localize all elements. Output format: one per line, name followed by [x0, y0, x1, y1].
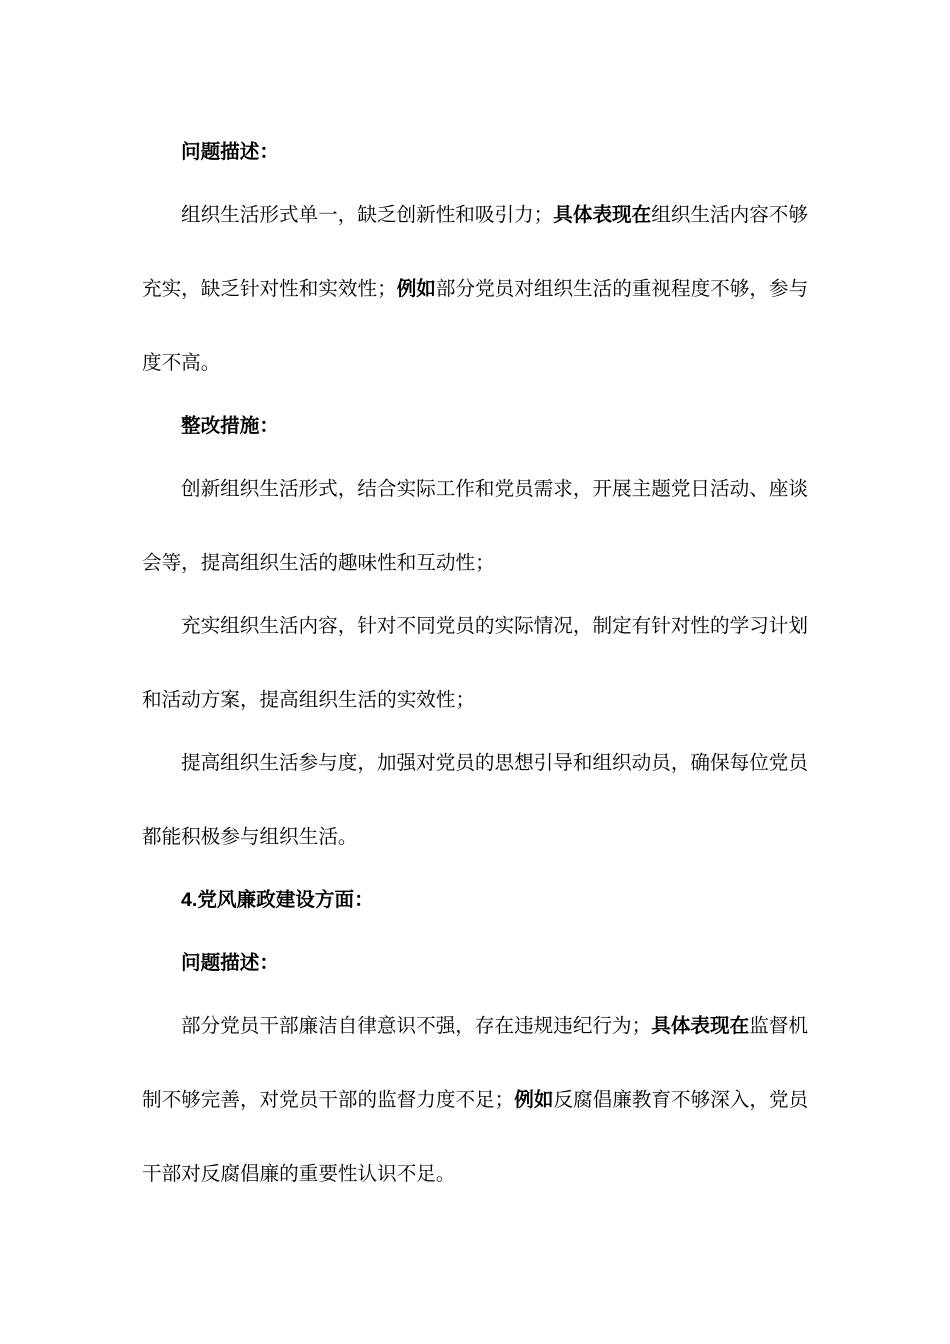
text-run: 充实组织生活内容，针对不同党员的实际情况，制定有针对性的学习计划 — [181, 615, 808, 637]
text-run: 组织生活形式单一，缺乏创新性和吸引力； — [181, 204, 554, 226]
paragraph-line — [142, 589, 914, 663]
paragraph-measure-innovate-forms — [142, 452, 914, 600]
paragraph-line — [142, 1137, 914, 1211]
text-run: 创新组织生活形式，结合实际工作和党员需求，开展主题党日活动、座谈 — [181, 478, 808, 500]
text-run: 部分党员对组织生活的重视程度不够，参与 — [435, 278, 809, 300]
heading-text: 问题描述： — [181, 141, 279, 163]
text-run: 反腐倡廉教育不够深入，党员 — [553, 1089, 809, 1111]
text-run: 度不高。 — [142, 352, 221, 374]
paragraph-line — [142, 1063, 914, 1137]
paragraph-line — [142, 452, 914, 526]
text-run: 监督机 — [749, 1015, 808, 1037]
bold-keyword: 具体表现在 — [651, 1015, 750, 1037]
heading-text: 问题描述： — [181, 952, 279, 974]
paragraph-line — [142, 726, 914, 800]
heading-text: 整改措施： — [181, 415, 279, 437]
text-run: 会等，提高组织生活的趣味性和互动性； — [142, 552, 495, 574]
text-run: 干部对反腐倡廉的重要性认识不足。 — [142, 1163, 456, 1185]
text-run: 充实，缺乏针对性和实效性； — [142, 278, 397, 300]
heading-text: 4.党风廉政建设方面： — [181, 889, 374, 911]
bold-keyword: 例如 — [514, 1089, 554, 1111]
paragraph-line — [142, 989, 914, 1063]
text-run: 制不够完善，对党员干部的监督力度不足； — [142, 1089, 515, 1111]
text-run: 和活动方案，提高组织生活的实效性； — [142, 689, 476, 711]
text-run: 提高组织生活参与度，加强对党员的思想引导和组织动员，确保每位党员 — [181, 752, 808, 774]
paragraph-problem-organization-life — [142, 178, 914, 400]
text-run: 组织生活内容不够 — [651, 204, 808, 226]
paragraph-measure-raise-participation — [142, 726, 914, 874]
bold-keyword: 例如 — [396, 278, 436, 300]
paragraph-measure-enrich-content — [142, 589, 914, 737]
paragraph-line — [142, 178, 914, 252]
paragraph-problem-integrity — [142, 989, 914, 1211]
text-run: 部分党员干部廉洁自律意识不强，存在违规违纪行为； — [181, 1015, 652, 1037]
text-run: 都能积极参与组织生活。 — [142, 826, 358, 848]
bold-keyword: 具体表现在 — [553, 204, 652, 226]
paragraph-line — [142, 252, 914, 326]
